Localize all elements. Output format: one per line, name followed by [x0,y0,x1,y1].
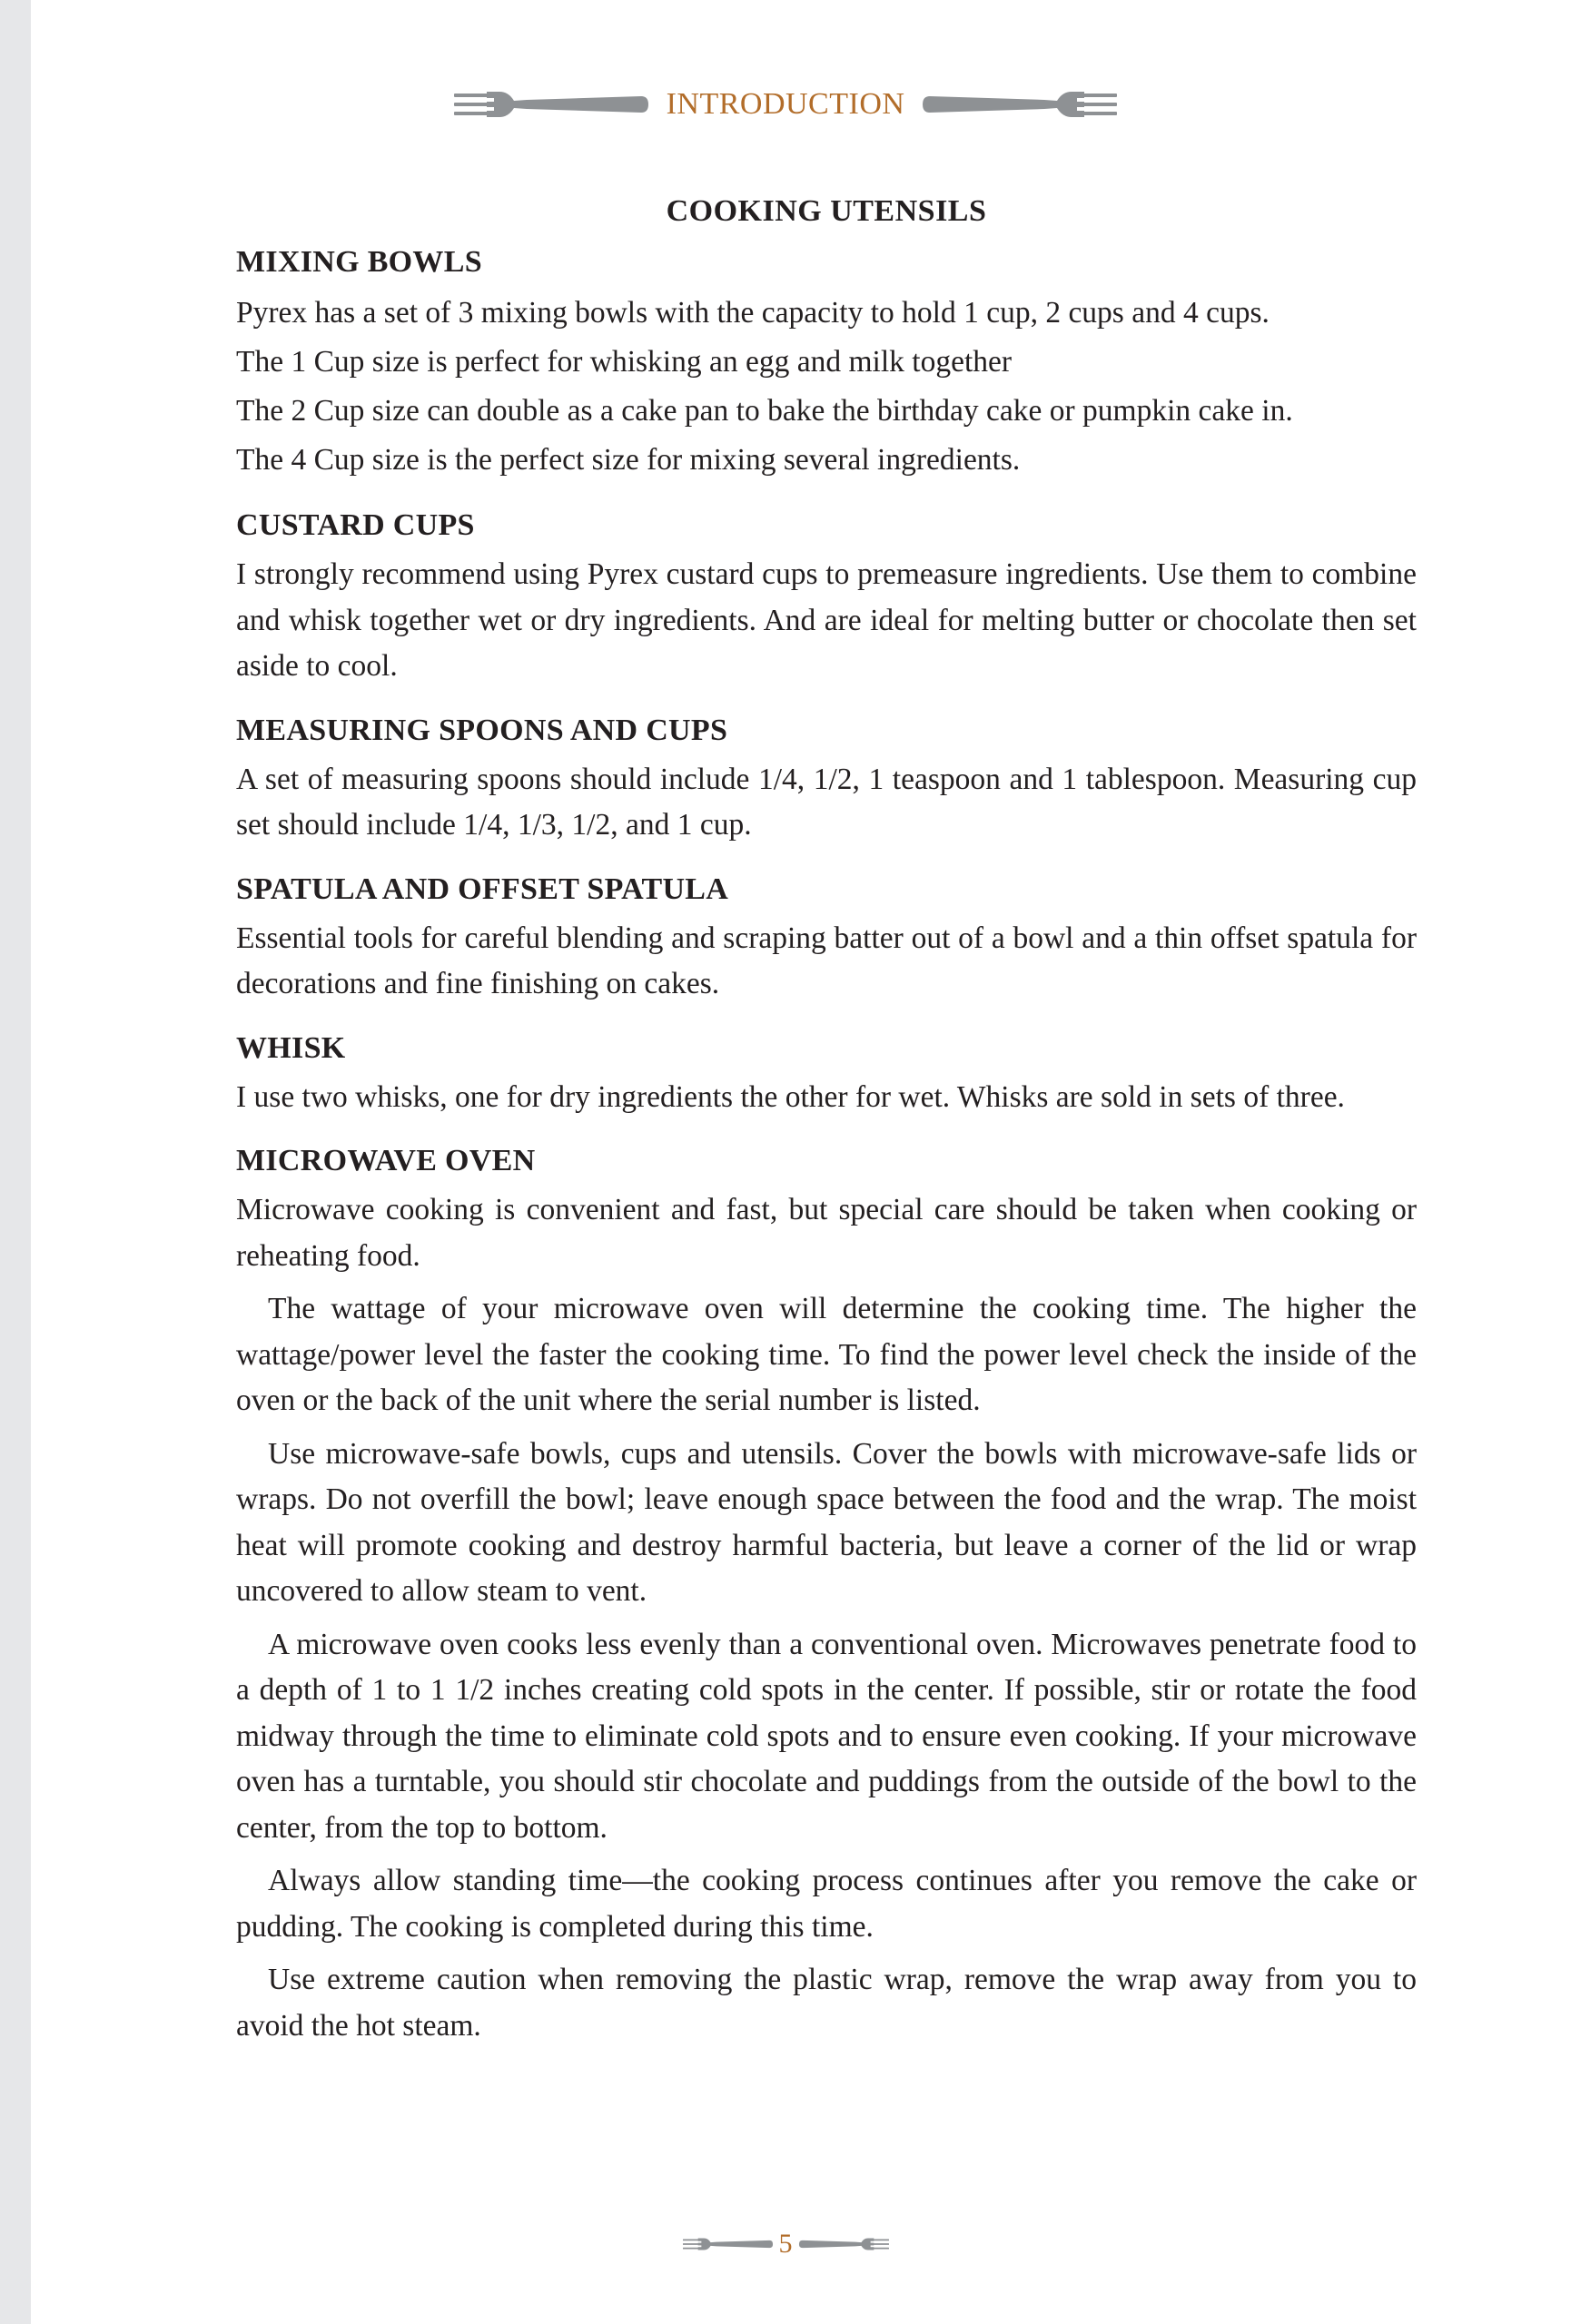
section-heading: MIXING BOWLS [236,245,482,279]
section-heading: CUSTARD CUPS [236,508,475,542]
section-heading: WHISK [236,1030,346,1065]
section-whisk [236,1026,1417,1121]
running-header-title: INTRODUCTION [666,87,905,121]
section-heading: MICROWAVE OVEN [236,1144,536,1177]
paragraph: Use microwave-safe bowls, cups and utensils. Cover the bowls with microwave-safe lids or wraps. Do not overfill the bowl; leave enough space between the food and the wrap. The moist heat will promote cooking and destroy harmful bacteria, but leave a corner of the lid or wrap uncovered to allow steam to vent. [236,1436,1417,1608]
section-body [236,289,1417,485]
section-heading: MEASURING SPOONS AND CUPS [236,713,728,747]
section-spatula [236,867,1417,1008]
paragraph: The wattage of your microwave oven will determine the cooking time. The higher the wattage/power level the faster the cooking time. To find the power level check the inside of the oven or the back of the unit where the serial number is listed. [236,1292,1417,1417]
fork-icon [454,91,650,118]
section-microwave-oven [236,1138,1417,2049]
body-line: Pyrex has a set of 3 mixing bowls with the capacity to hold 1 cup, 2 cups and 4 cups. [236,296,1270,330]
body-line: The 4 Cup size is the perfect size for mixing several ingredients. [236,443,1021,477]
page-footer [0,2226,1571,2262]
fork-icon [683,2237,774,2251]
chapter-title: COOKING UTENSILS [666,194,987,228]
fork-icon [921,91,1117,118]
page-number: 5 [778,2229,793,2259]
page-content [236,191,1417,2067]
section-custard-cups [236,503,1417,690]
section-measuring-spoons [236,708,1417,849]
paragraph: Use extreme caution when removing the plastic wrap, remove the wrap away from you to avoid the hot steam. [236,1963,1417,2043]
paragraph: Essential tools for careful blending and scraping batter out of a bowl and a thin offset spatula for decorations and fine finishing on cakes. [236,921,1417,1000]
body-line: The 1 Cup size is perfect for whisking an egg and milk together [236,345,1013,379]
paragraph: I strongly recommend using Pyrex custard cups to premeasure ingredients. Use them to combine and whisk together wet or dry ingredients. And are ideal for melting butter or chocolate then set aside to cool. [236,557,1417,683]
paragraph: Microwave cooking is convenient and fast, but special care should be taken when cooking or reheating food. [236,1193,1417,1273]
section-heading: SPATULA AND OFFSET SPATULA [236,872,729,906]
body-line: The 2 Cup size can double as a cake pan to bake the birthday cake or pumpkin cake in. [236,394,1293,428]
paragraph: I use two whisks, one for dry ingredients the other for wet. Whisks are sold in sets of three. [236,1079,1345,1114]
section-mixing-bowls [236,240,1417,485]
paragraph: Always allow standing time—the cooking process continues after you remove the cake or pudding. The cooking is completed during this time. [236,1864,1417,1944]
fork-icon [798,2237,889,2251]
page-gutter [0,0,31,2324]
running-header [0,84,1571,125]
paragraph: A microwave oven cooks less evenly than a conventional oven. Microwaves penetrate food to a depth of 1 to 1 1/2 inches creating cold spots in the center. If possible, stir or rotate the food midway through the time to eliminate cold spots and to ensure even cooking. If your microwave oven has a turntable, you should stir chocolate and puddings from the outside of the bowl to the center, from the top to bottom. [236,1627,1417,1845]
paragraph: A set of measuring spoons should include 1/4, 1/2, 1 teaspoon and 1 tablespoon. Measuring cup set should include 1/4, 1/3, 1/2, and 1 cup. [236,762,1417,842]
